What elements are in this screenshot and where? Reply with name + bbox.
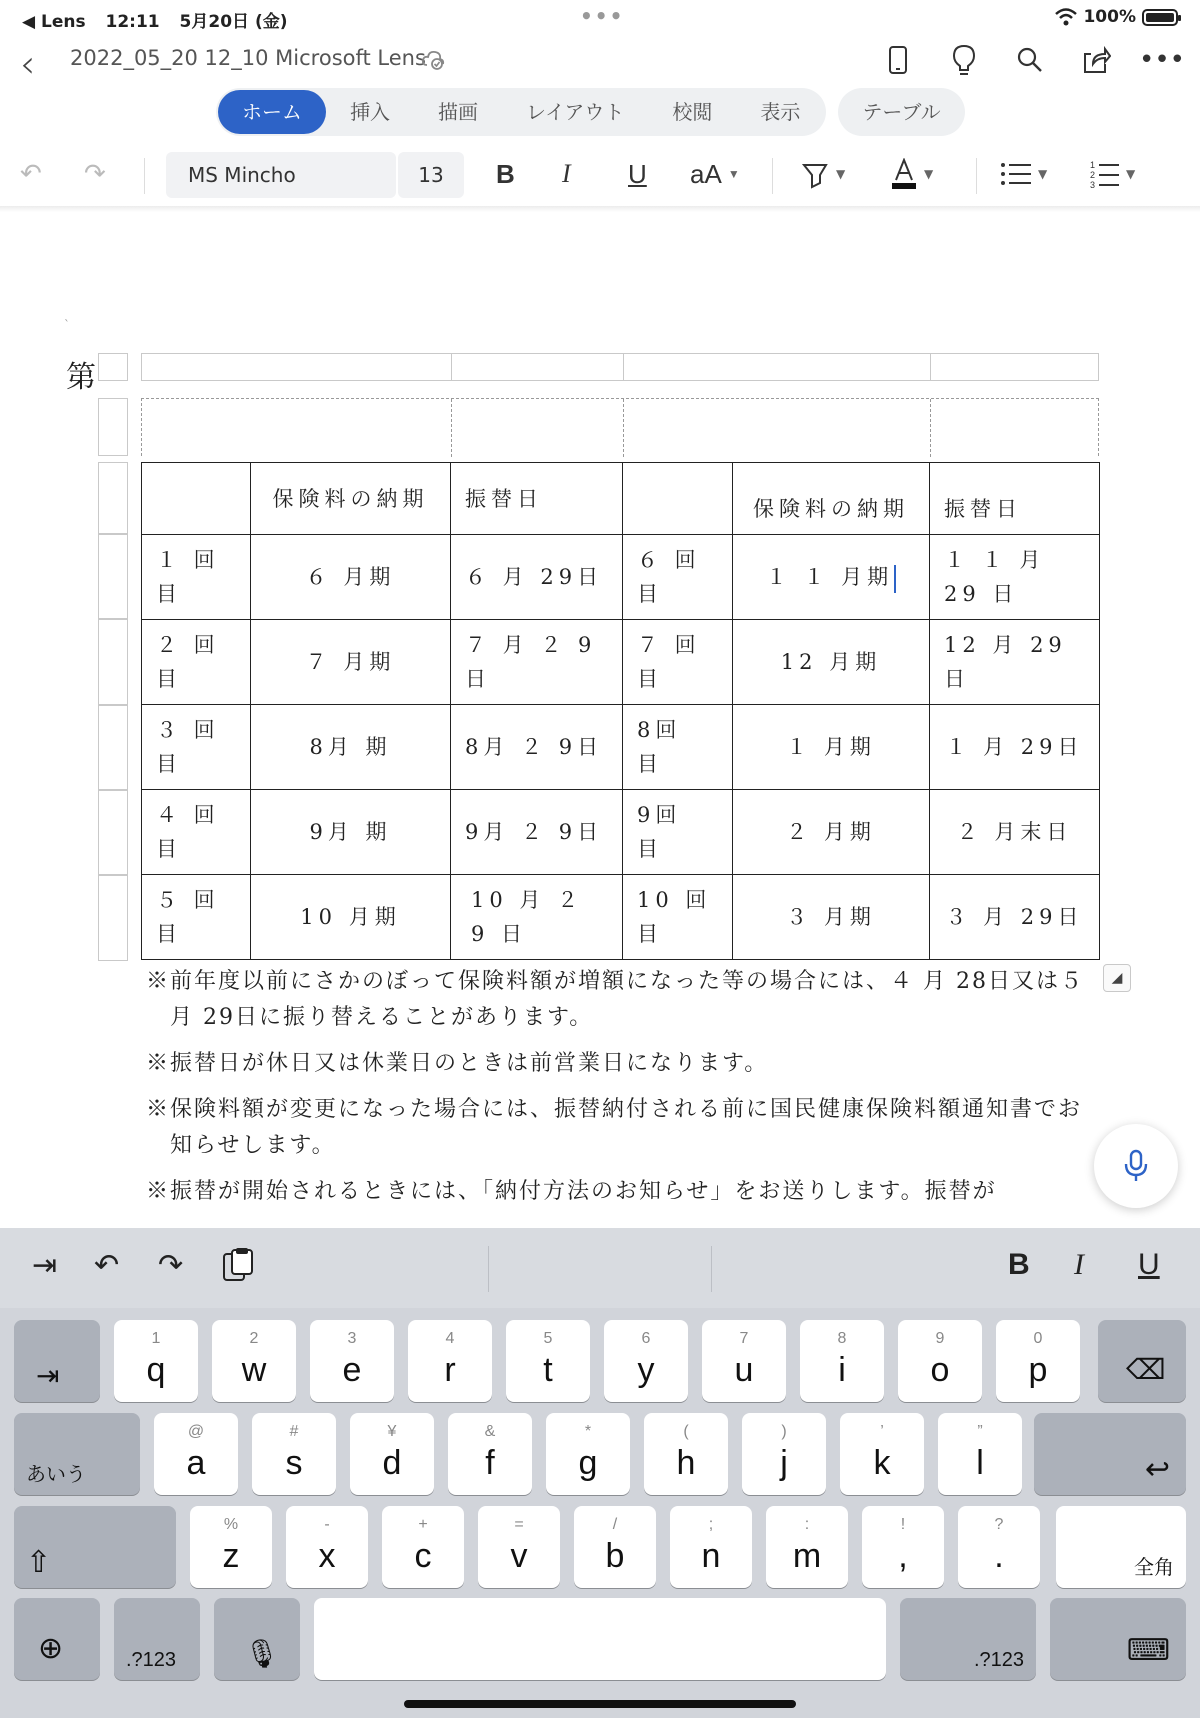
key-e[interactable] bbox=[310, 1320, 394, 1402]
table-header-cell[interactable] bbox=[142, 463, 251, 535]
font-name-field[interactable]: MS Mincho bbox=[166, 152, 396, 198]
key-i[interactable] bbox=[800, 1320, 884, 1402]
keyboard-dismiss-icon: ⌨ bbox=[1126, 1634, 1170, 1667]
key-z[interactable] bbox=[190, 1506, 272, 1588]
table-row bbox=[142, 875, 1100, 960]
row-selector[interactable] bbox=[98, 705, 128, 790]
key-label: z bbox=[222, 1537, 240, 1575]
tab-draw[interactable]: 描画 bbox=[438, 100, 478, 124]
column-divider bbox=[623, 354, 624, 380]
bold-button[interactable]: B bbox=[1008, 1248, 1030, 1281]
bold-button[interactable]: B bbox=[496, 158, 515, 189]
font-size-toggle-button[interactable] bbox=[690, 152, 740, 196]
paragraph-mark: ` bbox=[64, 318, 70, 332]
table-cell[interactable]: ３ 回目 bbox=[142, 705, 251, 790]
table-select-all-handle[interactable] bbox=[98, 353, 128, 381]
font-size-toggle-label: aA bbox=[690, 158, 722, 189]
font-size-field[interactable]: 13 bbox=[398, 152, 464, 198]
gridline bbox=[623, 399, 624, 457]
format-toolbar bbox=[0, 148, 1200, 204]
note-paragraph[interactable]: ※保険料額が変更になった場合には、振替納付される前に国民健康保険料額通知書でお知らせします。 bbox=[146, 1097, 1083, 1158]
key-c[interactable] bbox=[382, 1506, 464, 1588]
bullet-list-icon bbox=[1000, 161, 1032, 187]
key-b[interactable] bbox=[574, 1506, 656, 1588]
underline-button[interactable]: U bbox=[628, 158, 647, 189]
key-hint: # bbox=[289, 1423, 299, 1440]
table-cell[interactable]: 10 月期 bbox=[251, 875, 451, 960]
home-indicator[interactable] bbox=[404, 1700, 796, 1708]
payment-schedule-table[interactable] bbox=[141, 462, 1100, 960]
shift-key[interactable] bbox=[14, 1506, 176, 1588]
key-label: y bbox=[637, 1351, 655, 1389]
table-cell[interactable]: 8月 期 bbox=[251, 705, 451, 790]
share-icon[interactable] bbox=[1076, 40, 1116, 80]
document-canvas[interactable] bbox=[0, 212, 1200, 1228]
key-hint: : bbox=[804, 1516, 810, 1533]
table-header-cell[interactable]: 振替日 bbox=[451, 463, 623, 535]
redo-icon[interactable]: ↷ bbox=[84, 159, 106, 189]
space-bar[interactable] bbox=[314, 1598, 886, 1680]
fullwidth-key[interactable] bbox=[1056, 1506, 1186, 1588]
dictation-key[interactable] bbox=[214, 1598, 300, 1680]
key-label: g bbox=[578, 1444, 598, 1482]
row-selector[interactable] bbox=[98, 398, 128, 456]
key-p[interactable] bbox=[996, 1320, 1080, 1402]
table-cell[interactable]: 12 月 29 日 bbox=[930, 620, 1100, 705]
note-paragraph[interactable]: ※前年度以前にさかのぼって保険料額が増額になった等の場合には、４ 月 28日又は５ 月 29日に振り替えることがあります。 bbox=[146, 969, 1084, 1030]
note-paragraph[interactable]: ※振替日が休日又は休業日のときは前営業日になります。 bbox=[146, 1051, 769, 1076]
key-label: x bbox=[318, 1537, 336, 1575]
font-color-icon bbox=[890, 158, 918, 190]
key-label: t bbox=[543, 1351, 553, 1389]
table-cell[interactable]: ４ 回目 bbox=[142, 790, 251, 875]
key-hint: ? bbox=[994, 1516, 1004, 1533]
table-cell[interactable]: 9回 目 bbox=[623, 790, 733, 875]
svg-text:3: 3 bbox=[1090, 180, 1096, 189]
table-resize-handle-icon[interactable]: ◢ bbox=[1103, 964, 1131, 992]
keyboard-shortcut-bar bbox=[0, 1228, 1200, 1308]
highlighter-icon bbox=[800, 159, 830, 189]
key-hint: 7 bbox=[739, 1330, 749, 1347]
column-divider bbox=[930, 354, 931, 380]
key-hint: ; bbox=[708, 1516, 714, 1533]
row-selector[interactable] bbox=[98, 875, 128, 961]
key-hint: - bbox=[324, 1516, 330, 1533]
key-label: u bbox=[734, 1351, 754, 1389]
key-label: q bbox=[146, 1351, 166, 1389]
row-selector[interactable] bbox=[98, 790, 128, 875]
key-hint: = bbox=[514, 1516, 524, 1533]
numbers-key[interactable] bbox=[114, 1598, 200, 1680]
date: 5月20日 (金) bbox=[179, 12, 288, 32]
key-o[interactable] bbox=[898, 1320, 982, 1402]
key-label: a bbox=[186, 1444, 206, 1482]
key-hint: + bbox=[418, 1516, 428, 1533]
key-hint: / bbox=[612, 1516, 618, 1533]
backspace-icon: ⌫ bbox=[1126, 1354, 1166, 1385]
table-cell[interactable]: 9月 ２ 9日 bbox=[451, 790, 623, 875]
key-label: p bbox=[1028, 1351, 1048, 1389]
undo-icon[interactable]: ↶ bbox=[94, 1248, 120, 1283]
redo-icon[interactable]: ↷ bbox=[158, 1248, 184, 1283]
fullwidth-key-label: 全角 bbox=[1134, 1557, 1174, 1579]
back-to-app-link[interactable]: ◀ Lens bbox=[22, 12, 86, 32]
kana-key-label: あいう bbox=[26, 1464, 86, 1486]
underline-button[interactable]: U bbox=[1138, 1248, 1160, 1281]
table-cell[interactable]: 8回 目 bbox=[623, 705, 733, 790]
chevron-down-icon: ▼ bbox=[1126, 167, 1136, 181]
gridline bbox=[930, 399, 931, 457]
table-cell[interactable]: ６ 月 29日 bbox=[451, 535, 623, 620]
key-v[interactable] bbox=[478, 1506, 560, 1588]
key-label: b bbox=[605, 1537, 625, 1575]
software-keyboard bbox=[0, 1228, 1200, 1718]
italic-button[interactable]: I bbox=[562, 159, 571, 188]
key-hint: 6 bbox=[641, 1330, 651, 1347]
battery-percent: 100% bbox=[1083, 7, 1136, 27]
search-icon[interactable] bbox=[1010, 40, 1050, 80]
key-label: l bbox=[976, 1444, 984, 1482]
key-k[interactable] bbox=[840, 1413, 924, 1495]
key-l[interactable] bbox=[938, 1413, 1022, 1495]
chevron-down-icon: ▼ bbox=[727, 167, 740, 181]
key-s[interactable] bbox=[252, 1413, 336, 1495]
title-bar bbox=[0, 36, 1200, 96]
globe-icon: ⊕ bbox=[38, 1632, 64, 1665]
key-a[interactable] bbox=[154, 1413, 238, 1495]
table-row bbox=[142, 620, 1100, 705]
lightbulb-icon[interactable] bbox=[944, 40, 984, 80]
tab-insert[interactable]: 挿入 bbox=[350, 100, 390, 124]
key-t[interactable] bbox=[506, 1320, 590, 1402]
key-label: r bbox=[444, 1351, 456, 1389]
table-cell[interactable]: ２ 月期 bbox=[733, 790, 930, 875]
key-hint: * bbox=[584, 1423, 592, 1440]
paste-clipboard-icon[interactable] bbox=[222, 1248, 254, 1290]
table-cell[interactable]: ７ 月 ２ 9日 bbox=[451, 620, 623, 705]
table-cell[interactable]: ６ 月期 bbox=[251, 535, 451, 620]
table-cell[interactable]: ６ 回 目 bbox=[623, 535, 733, 620]
bar-divider bbox=[488, 1246, 489, 1292]
key-r[interactable] bbox=[408, 1320, 492, 1402]
key-u[interactable] bbox=[702, 1320, 786, 1402]
key-comma[interactable] bbox=[862, 1506, 944, 1588]
table-cell[interactable]: ７ 月期 bbox=[251, 620, 451, 705]
table-cell[interactable]: 9月 期 bbox=[251, 790, 451, 875]
key-d[interactable] bbox=[350, 1413, 434, 1495]
key-label: h bbox=[676, 1444, 696, 1482]
table-cell[interactable]: １ 月期 bbox=[733, 705, 930, 790]
tab-indent-icon[interactable]: ⇥ bbox=[32, 1248, 58, 1283]
key-j[interactable] bbox=[742, 1413, 826, 1495]
table-cell[interactable]: ２ 月末日 bbox=[930, 790, 1100, 875]
key-label: . bbox=[994, 1537, 1004, 1575]
cloud-saved-icon[interactable] bbox=[420, 46, 446, 72]
key-hint: 1 bbox=[151, 1330, 161, 1347]
key-label: d bbox=[382, 1444, 402, 1482]
table-header-cell[interactable] bbox=[623, 463, 733, 535]
shift-icon: ⇧ bbox=[26, 1546, 52, 1579]
key-label: o bbox=[930, 1351, 950, 1389]
document-title[interactable]: 2022_05_20 12_10 Microsoft Lens bbox=[70, 46, 426, 70]
gridline bbox=[451, 399, 452, 457]
bar-divider bbox=[711, 1246, 712, 1292]
key-w[interactable] bbox=[212, 1320, 296, 1402]
key-hint: 3 bbox=[347, 1330, 357, 1347]
multitask-dots-icon[interactable]: ••• bbox=[580, 4, 625, 28]
key-hint: ) bbox=[781, 1423, 787, 1440]
table-cell[interactable]: 12 月期 bbox=[733, 620, 930, 705]
tab-table[interactable]: テーブル bbox=[838, 88, 964, 136]
row-selector[interactable] bbox=[98, 462, 128, 534]
toolbar-divider bbox=[772, 158, 773, 194]
highlighter-button[interactable] bbox=[800, 152, 845, 196]
key-y[interactable] bbox=[604, 1320, 688, 1402]
key-m[interactable] bbox=[766, 1506, 848, 1588]
dictate-button[interactable] bbox=[1094, 1124, 1178, 1208]
key-label: e bbox=[342, 1351, 362, 1389]
table-row bbox=[142, 705, 1100, 790]
toolbar-divider bbox=[144, 158, 145, 194]
section-heading[interactable]: 第 bbox=[66, 360, 96, 395]
backspace-key[interactable] bbox=[1098, 1320, 1186, 1402]
key-hint: ’ bbox=[880, 1423, 884, 1440]
microphone-icon bbox=[1123, 1149, 1149, 1183]
return-key[interactable] bbox=[1034, 1413, 1186, 1495]
key-hint: 2 bbox=[249, 1330, 259, 1347]
key-hint: @ bbox=[187, 1423, 205, 1440]
table-cell[interactable]: ５ 回目 bbox=[142, 875, 251, 960]
key-label: v bbox=[510, 1537, 528, 1575]
key-label: n bbox=[701, 1537, 721, 1575]
table-cell[interactable]: 10 回 目 bbox=[623, 875, 733, 960]
key-f[interactable] bbox=[448, 1413, 532, 1495]
key-label: j bbox=[780, 1444, 788, 1482]
row-selector[interactable] bbox=[98, 534, 128, 619]
microphone-icon: 🎙 bbox=[244, 1638, 280, 1669]
table-column-selectors[interactable] bbox=[141, 353, 1099, 381]
numbers-key-label: .?123 bbox=[973, 1649, 1024, 1671]
key-hint: ” bbox=[977, 1423, 983, 1440]
key-label: w bbox=[241, 1351, 267, 1389]
table-row bbox=[142, 790, 1100, 875]
table-cell[interactable]: １ 回 目 bbox=[142, 535, 251, 620]
key-hint: 8 bbox=[837, 1330, 847, 1347]
key-label: , bbox=[898, 1537, 908, 1575]
table-header-cell[interactable]: 保険料の納期 bbox=[733, 463, 930, 535]
key-hint: 9 bbox=[935, 1330, 945, 1347]
table-cell[interactable]: 8月 ２ 9日 bbox=[451, 705, 623, 790]
key-g[interactable] bbox=[546, 1413, 630, 1495]
back-chevron-icon[interactable]: ‹ bbox=[20, 42, 36, 86]
numbers-key-label: .?123 bbox=[126, 1649, 177, 1671]
key-hint: 4 bbox=[445, 1330, 455, 1347]
key-hint: 5 bbox=[543, 1330, 553, 1347]
table-cell[interactable]: 10 月 ２ 9 日 bbox=[451, 875, 623, 960]
font-color-button[interactable] bbox=[890, 152, 933, 196]
table-cell[interactable]: １ １ 月 29 日 bbox=[930, 535, 1100, 620]
table-row bbox=[142, 535, 1100, 620]
status-bar bbox=[0, 0, 1200, 36]
key-hint: ¥ bbox=[387, 1423, 397, 1440]
svg-text:2: 2 bbox=[1090, 170, 1096, 180]
key-n[interactable] bbox=[670, 1506, 752, 1588]
key-hint: ( bbox=[683, 1423, 689, 1440]
tab-home[interactable]: ホーム bbox=[218, 90, 326, 134]
key-label: k bbox=[873, 1444, 891, 1482]
table-cell[interactable]: ７ 回 目 bbox=[623, 620, 733, 705]
numbers-key[interactable] bbox=[900, 1598, 1036, 1680]
clock: 12:11 bbox=[105, 12, 160, 32]
key-h[interactable] bbox=[644, 1413, 728, 1495]
globe-key[interactable] bbox=[14, 1598, 100, 1680]
key-hint: ! bbox=[900, 1516, 906, 1533]
wifi-icon bbox=[1055, 8, 1077, 26]
notes-section[interactable] bbox=[146, 964, 1090, 1220]
key-hint: % bbox=[223, 1516, 239, 1533]
return-icon: ↩ bbox=[1144, 1453, 1170, 1486]
tab-key[interactable] bbox=[14, 1320, 100, 1402]
numbered-list-icon bbox=[1090, 159, 1120, 189]
row-selector[interactable] bbox=[98, 619, 128, 705]
note-paragraph[interactable]: ※振替が開始されるときには、「納付方法のお知らせ」をお送りします。振替が bbox=[146, 1179, 997, 1204]
key-hint: & bbox=[484, 1423, 496, 1440]
chevron-down-icon: ▼ bbox=[836, 167, 846, 181]
toolbar-divider bbox=[976, 158, 977, 194]
key-hint: 0 bbox=[1033, 1330, 1043, 1347]
table-cell[interactable]: ３ 月期 bbox=[733, 875, 930, 960]
hide-keyboard-key[interactable] bbox=[1050, 1598, 1186, 1680]
italic-button[interactable]: I bbox=[1074, 1248, 1084, 1281]
empty-table-row[interactable] bbox=[141, 398, 1099, 456]
column-divider bbox=[451, 354, 452, 380]
table-header-cell[interactable]: 保険料の納期 bbox=[251, 463, 451, 535]
battery-icon bbox=[1142, 9, 1178, 26]
key-x[interactable] bbox=[286, 1506, 368, 1588]
svg-text:1: 1 bbox=[1090, 160, 1096, 170]
tab-key-icon: ⇥ bbox=[36, 1360, 60, 1391]
table-cell[interactable]: ２ 回目 bbox=[142, 620, 251, 705]
chevron-down-icon: ▼ bbox=[924, 167, 934, 181]
more-options-icon[interactable]: ••• bbox=[1139, 45, 1186, 75]
table-cell[interactable]: ３ 月 29日 bbox=[930, 875, 1100, 960]
table-cell-active[interactable] bbox=[733, 535, 930, 620]
tab-view[interactable]: 表示 bbox=[760, 100, 801, 124]
key-label: m bbox=[792, 1537, 822, 1575]
ribbon-tabs bbox=[216, 88, 965, 136]
key-label: f bbox=[485, 1444, 495, 1482]
table-cell[interactable]: １ 月 29日 bbox=[930, 705, 1100, 790]
chevron-down-icon: ▼ bbox=[1038, 167, 1048, 181]
key-label: s bbox=[285, 1444, 303, 1482]
key-period[interactable] bbox=[958, 1506, 1040, 1588]
table-header-row bbox=[142, 463, 1100, 535]
numbered-list-button[interactable] bbox=[1090, 152, 1135, 196]
key-label: i bbox=[838, 1351, 846, 1389]
key-q[interactable] bbox=[114, 1320, 198, 1402]
device-view-icon[interactable] bbox=[878, 40, 918, 80]
kana-key[interactable] bbox=[14, 1413, 140, 1495]
tab-layout[interactable]: レイアウト bbox=[526, 100, 625, 124]
key-label: c bbox=[414, 1537, 432, 1575]
undo-icon[interactable]: ↶ bbox=[20, 159, 42, 189]
bullet-list-button[interactable] bbox=[1000, 152, 1047, 196]
table-header-cell[interactable]: 振替日 bbox=[930, 463, 1100, 535]
tab-review[interactable]: 校閲 bbox=[672, 100, 713, 124]
table-cell-text: １ １ 月期 bbox=[765, 565, 894, 589]
text-cursor bbox=[894, 565, 896, 593]
